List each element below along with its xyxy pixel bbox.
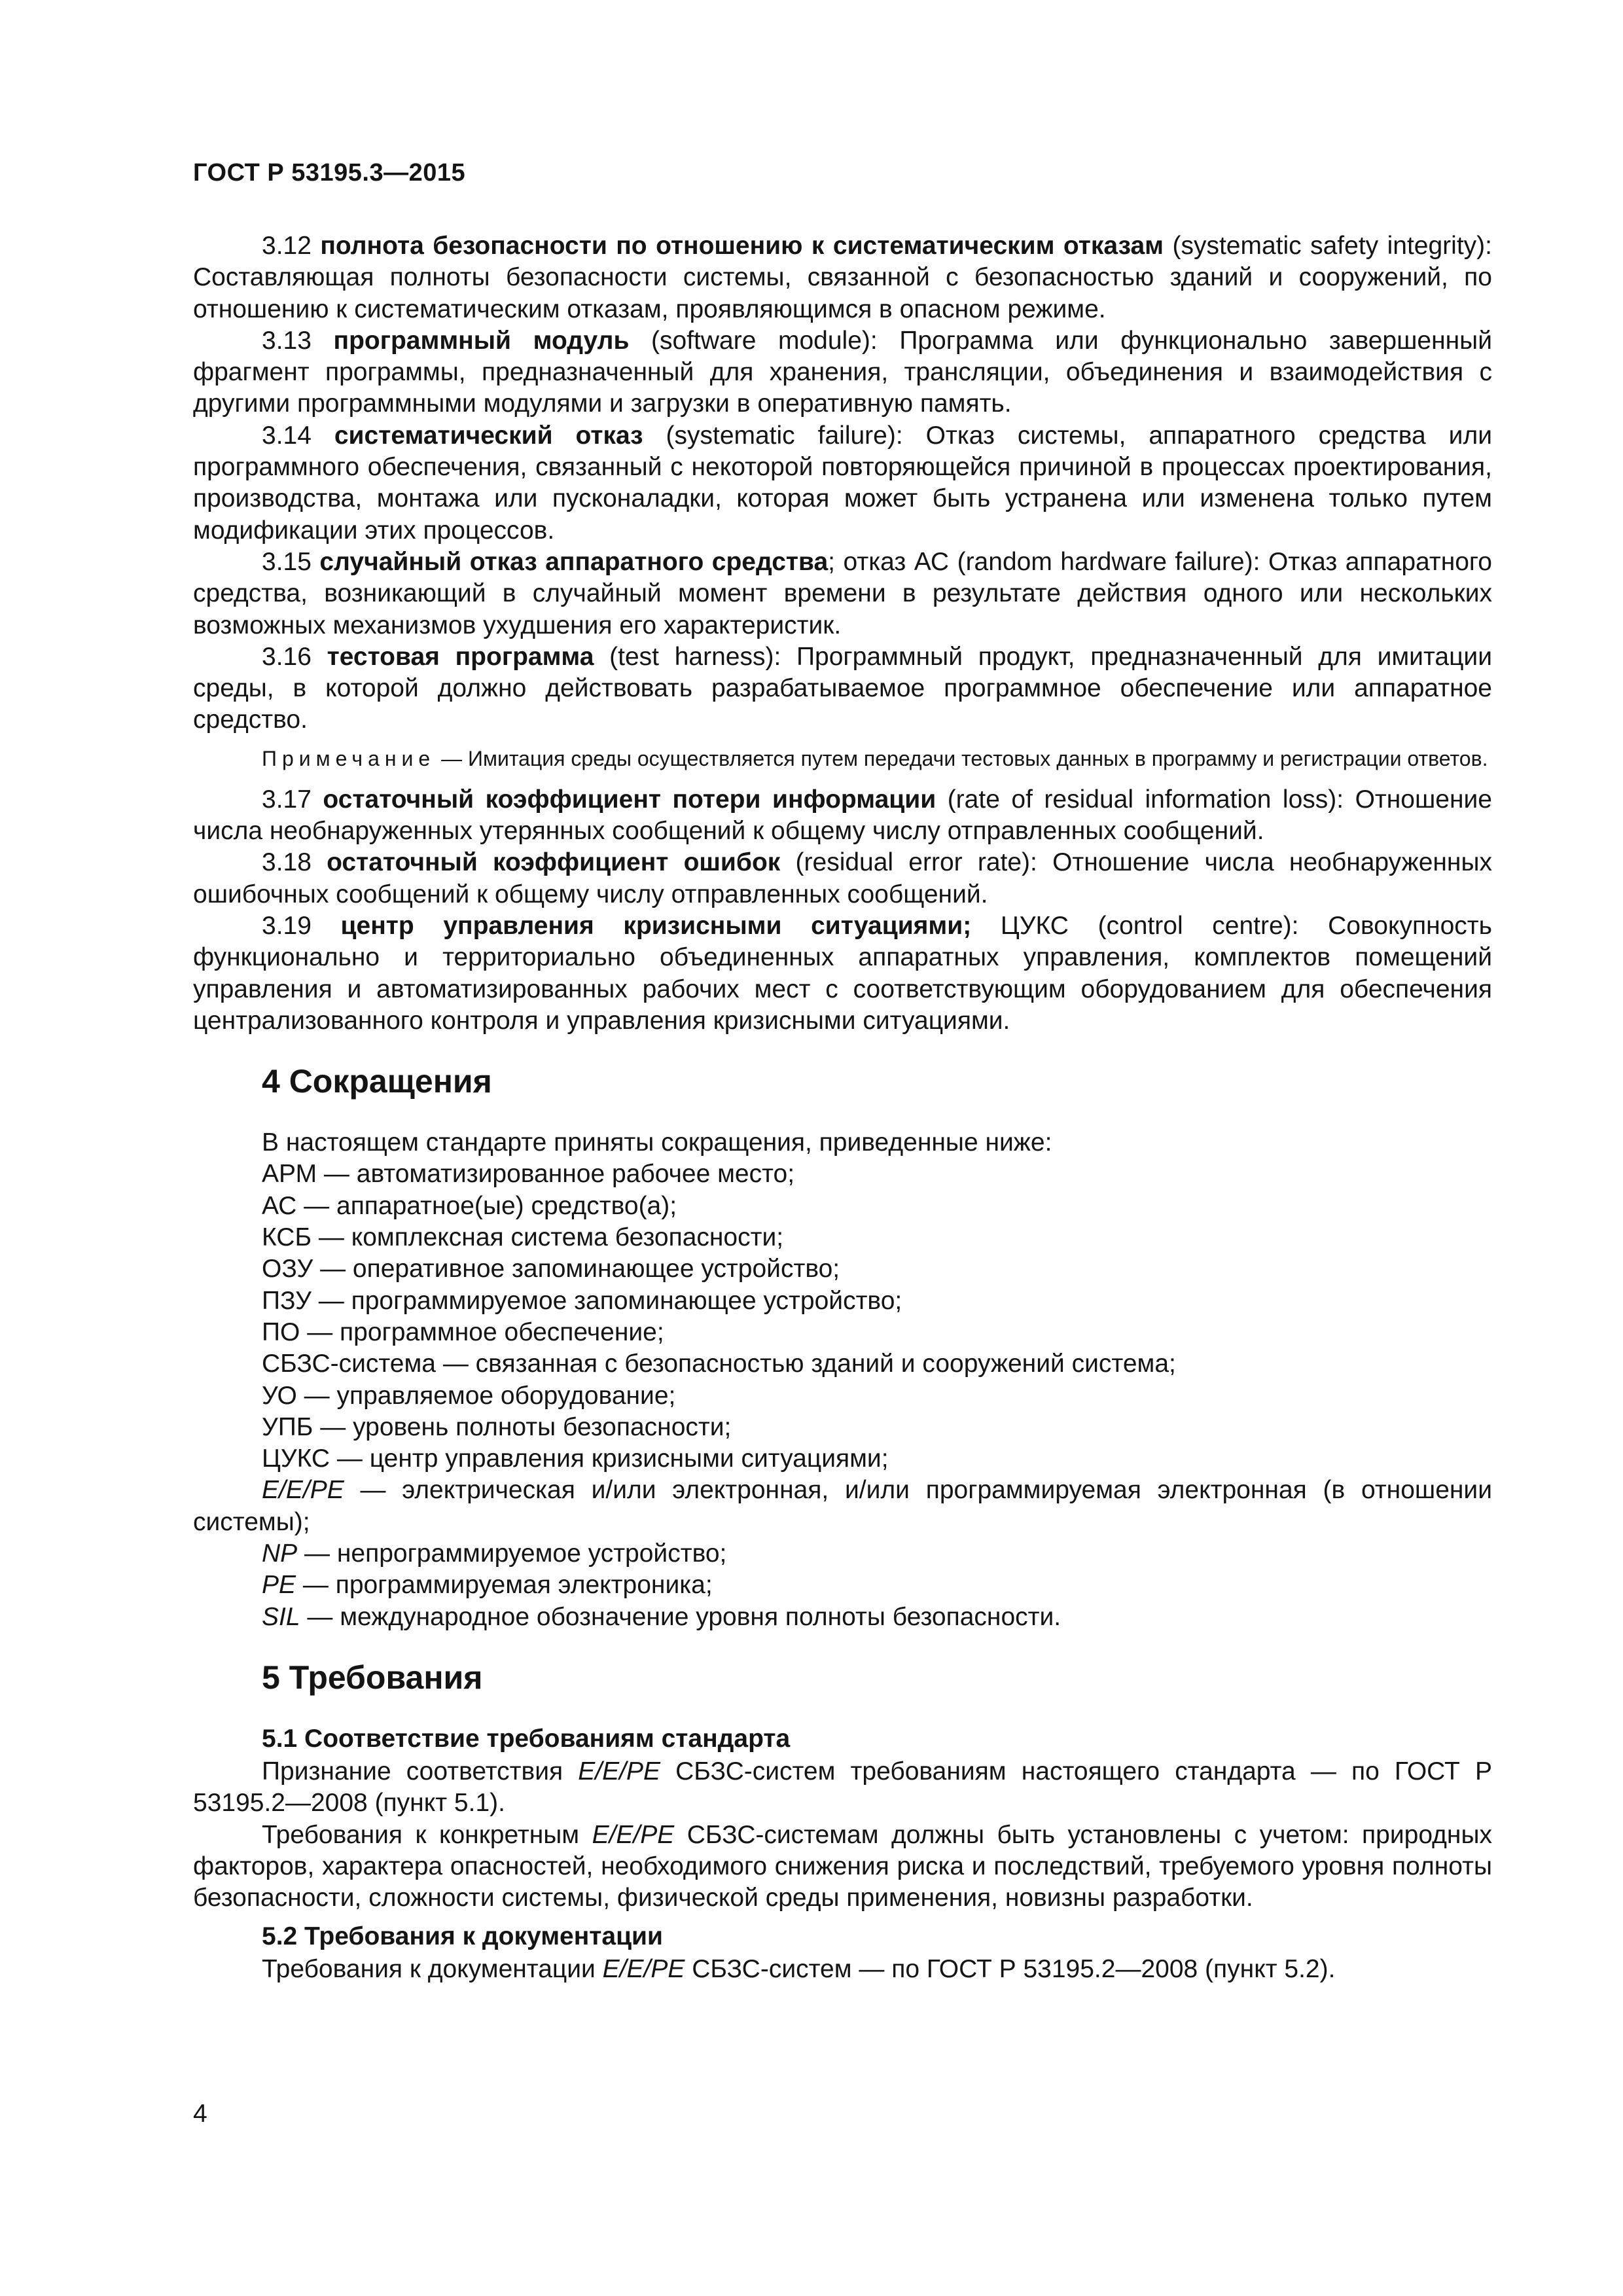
definition-3-16: 3.16 тестовая программа (test harness): Программный продукт, предназначенный для имитации среды, в которой должно действовать разрабатываемое программное обеспечение или аппаратное средство.: [193, 642, 1492, 734]
abbreviation-item: [193, 1412, 1492, 1443]
definition-term: остаточный коэффициент ошибок: [327, 848, 781, 877]
abbreviation-term: УО: [262, 1381, 297, 1410]
abbreviation-item: [193, 1475, 1492, 1538]
abbreviation-term: ОЗУ: [262, 1255, 313, 1283]
abbreviation-item: [193, 1538, 1492, 1570]
definition-3-18: 3.18 остаточный коэффициент ошибок (residual error rate): Отношение числа необнаруженных ошибочных сообщений к общему числу отправленных сообщений.: [193, 848, 1492, 908]
abbreviation-term: PE: [262, 1571, 296, 1600]
abbreviation-definition: — комплексная система безопасности;: [312, 1223, 784, 1252]
abbreviation-item: [193, 1443, 1492, 1475]
abbreviation-item: [193, 1158, 1492, 1190]
abbreviation-definition: — связанная с безопасностью зданий и сооружений система;: [436, 1350, 1176, 1378]
abbreviation-item: [193, 1380, 1492, 1412]
abbreviation-item: [193, 1317, 1492, 1348]
abbreviation-item: [193, 1602, 1492, 1633]
abbreviation-definition: — уровень полноты безопасности;: [313, 1412, 732, 1441]
abbreviation-term: ЦУКС: [262, 1444, 330, 1473]
abbreviation-definition: — оперативное запоминающее устройство;: [313, 1255, 840, 1283]
abbreviation-definition: — программируемое запоминающее устройство;: [311, 1286, 902, 1315]
abbreviation-item: [193, 1285, 1492, 1317]
section-4-intro: В настоящем стандарте приняты сокращения, приведенные ниже:: [262, 1128, 1052, 1157]
definition-3-17: 3.17 остаточный коэффициент потери информации (rate of residual information loss): Отношение числа необнаруженных утерянных сообщений к общему числу отправленных сообщений.: [193, 785, 1492, 846]
note: Примечание — Имитация среды осуществляется путем передачи тестовых данных в программу и регистрации ответов.: [262, 746, 1488, 770]
abbreviation-term: АС: [262, 1191, 297, 1220]
section-5-1-title: 5.1 Соответствие требованиям стандарта: [262, 1724, 791, 1753]
abbreviation-list: [193, 1158, 1492, 1632]
definition-term: систематический отказ: [334, 421, 643, 450]
abbreviation-term: АРМ: [262, 1160, 317, 1189]
abbreviation-item: [193, 1570, 1492, 1601]
abbreviation-definition: — программируемая электроника;: [296, 1571, 713, 1600]
definition-term: программный модуль: [333, 326, 630, 355]
page-content: [193, 230, 1492, 1985]
section-5-2-title: 5.2 Требования к документации: [262, 1922, 664, 1950]
section-5-1-paragraph-1: Признание соответствия E/E/PE СБЗС-систем требованиям настоящего стандарта — по ГОСТ Р 53195.2—2008 (пункт 5.1).: [193, 1757, 1492, 1818]
abbreviation-definition: — международное обозначение уровня полноты безопасности.: [300, 1602, 1061, 1631]
abbreviation-definition: — электрическая и/или электронная, и/или программируемая электронная (в отношении системы);: [193, 1476, 1492, 1536]
note-label: Примечание: [262, 746, 436, 770]
definition-term: полнота безопасности по отношению к систематическим отказам: [320, 232, 1164, 260]
abbreviation-term: ПО: [262, 1318, 300, 1346]
abbreviation-term: NP: [262, 1539, 298, 1568]
abbreviation-term: КСБ: [262, 1223, 312, 1252]
abbreviation-definition: — центр управления кризисными ситуациями;: [330, 1444, 889, 1473]
definition-term: тестовая программа: [327, 642, 594, 671]
abbreviation-definition: — автоматизированное рабочее место;: [317, 1160, 795, 1189]
definition-term: центр управления кризисными ситуациями;: [340, 911, 972, 940]
abbreviation-term: УПБ: [262, 1412, 313, 1441]
section-5-title: 5 Требования: [262, 1659, 483, 1696]
abbreviation-definition: — программное обеспечение;: [300, 1318, 664, 1346]
page-number: 4: [193, 2100, 207, 2128]
abbreviation-term: SIL: [262, 1602, 300, 1631]
abbreviation-item: [193, 1348, 1492, 1380]
definition-3-19: 3.19 центр управления кризисными ситуациями; ЦУКС (control centre): Совокупность функционально и территориально объединенных аппаратных управления, комплектов помещений управления и автоматизированных рабочих мест с соответствующим оборудованием для обеспечения централизованного контроля и управления кризисными ситуациями.: [193, 911, 1492, 1035]
section-4-title: 4 Сокращения: [262, 1063, 492, 1100]
abbreviation-item: [193, 1222, 1492, 1253]
definition-3-14: 3.14 систематический отказ (systematic failure): Отказ системы, аппаратного средства или программного обеспечения, связанный с некоторой повторяющейся причиной в процессах проектирования, производства, монтажа или пусконаладки, которая может быть устранена или изменена только путем модификации этих процессов.: [193, 421, 1492, 545]
abbreviation-item: [193, 1191, 1492, 1222]
section-5-1-paragraph-2: Требования к конкретным E/E/PE СБЗС-системам должны быть установлены с учетом: природных факторов, характера опасностей, необходимого снижения риска и последствий, требуемого уровня полноты безопасности, сложности системы, физической среды применения, новизны разработки.: [193, 1820, 1492, 1912]
abbreviation-definition: — управляемое оборудование;: [296, 1381, 676, 1410]
document-header: ГОСТ Р 53195.3—2015: [193, 159, 466, 187]
definition-term: остаточный коэффициент потери информации: [323, 785, 936, 814]
abbreviation-term: ПЗУ: [262, 1286, 312, 1315]
definition-3-12: 3.12 полнота безопасности по отношению к систематическим отказам (systematic safety integrity): Составляющая полноты безопасности системы, связанной с безопасностью зданий и сооружений, по отношению к систематическим отказам, проявляющимся в опасном режиме.: [193, 232, 1492, 323]
abbreviation-term: СБЗС-система: [262, 1350, 436, 1378]
definition-3-13: 3.13 программный модуль (software module): Программа или функционально завершенный фрагмент программы, предназначенный для хранения, трансляции, объединения и взаимодействия с другими программными модулями и загрузки в оперативную память.: [193, 326, 1492, 418]
definition-term: случайный отказ аппаратного средства: [319, 547, 829, 576]
abbreviation-item: [193, 1253, 1492, 1285]
definition-3-15: 3.15 случайный отказ аппаратного средства; отказ АС (random hardware failure): Отказ аппаратного средства, возникающий в случайный момент времени в результате действия одного или нескольких возможных механизмов ухудшения его характеристик.: [193, 547, 1492, 639]
abbreviation-definition: — аппаратное(ые) средство(а);: [296, 1191, 677, 1220]
abbreviation-term: E/E/PE: [262, 1476, 344, 1505]
abbreviation-definition: — непрограммируемое устройство;: [297, 1539, 727, 1568]
section-5-2-paragraph-1: Требования к документации E/E/PE СБЗС-систем — по ГОСТ Р 53195.2—2008 (пункт 5.2).: [262, 1954, 1336, 1983]
